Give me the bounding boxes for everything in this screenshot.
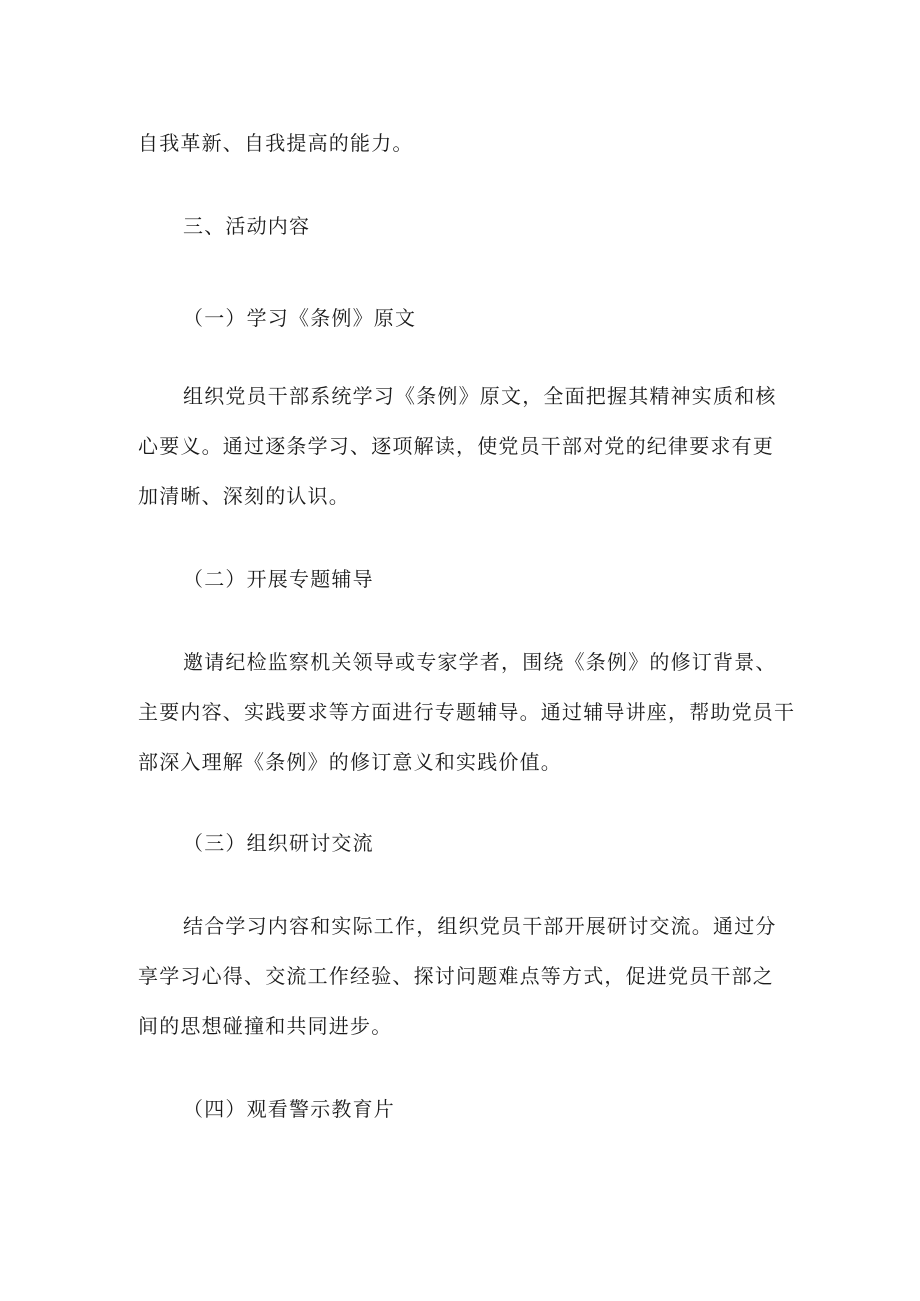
paragraph-2-line-2: 主要内容、实践要求等方面进行专题辅导。通过辅导讲座，帮助党员干 xyxy=(138,700,796,724)
subsection-title-4: （四）观看警示教育片 xyxy=(183,1097,395,1121)
subsection-title-2: （二）开展专题辅导 xyxy=(183,567,374,591)
paragraph-3-line-3: 间的思想碰撞和共同进步。 xyxy=(138,1014,393,1038)
section-title: 三、活动内容 xyxy=(183,214,311,238)
paragraph-1-line-2: 心要义。通过逐条学习、逐项解读，使党员干部对党的纪律要求有更 xyxy=(138,434,774,458)
paragraph-1-line-3: 加清晰、深刻的认识。 xyxy=(138,484,350,508)
paragraph-2-line-3: 部深入理解《条例》的修订意义和实践价值。 xyxy=(138,750,562,774)
paragraph-3-line-2: 享学习心得、交流工作经验、探讨问题难点等方式，促进党员干部之 xyxy=(138,964,774,988)
subsection-title-3: （三）组织研讨交流 xyxy=(183,831,374,855)
subsection-title-1: （一）学习《条例》原文 xyxy=(183,306,417,330)
continuation-line: 自我革新、自我提高的能力。 xyxy=(138,131,414,155)
paragraph-1-line-1: 组织党员干部系统学习《条例》原文，全面把握其精神实质和核 xyxy=(183,384,777,408)
paragraph-3-line-1: 结合学习内容和实际工作，组织党员干部开展研讨交流。通过分 xyxy=(183,914,777,938)
paragraph-2-line-1: 邀请纪检监察机关领导或专家学者，围绕《条例》的修订背景、 xyxy=(183,650,777,674)
